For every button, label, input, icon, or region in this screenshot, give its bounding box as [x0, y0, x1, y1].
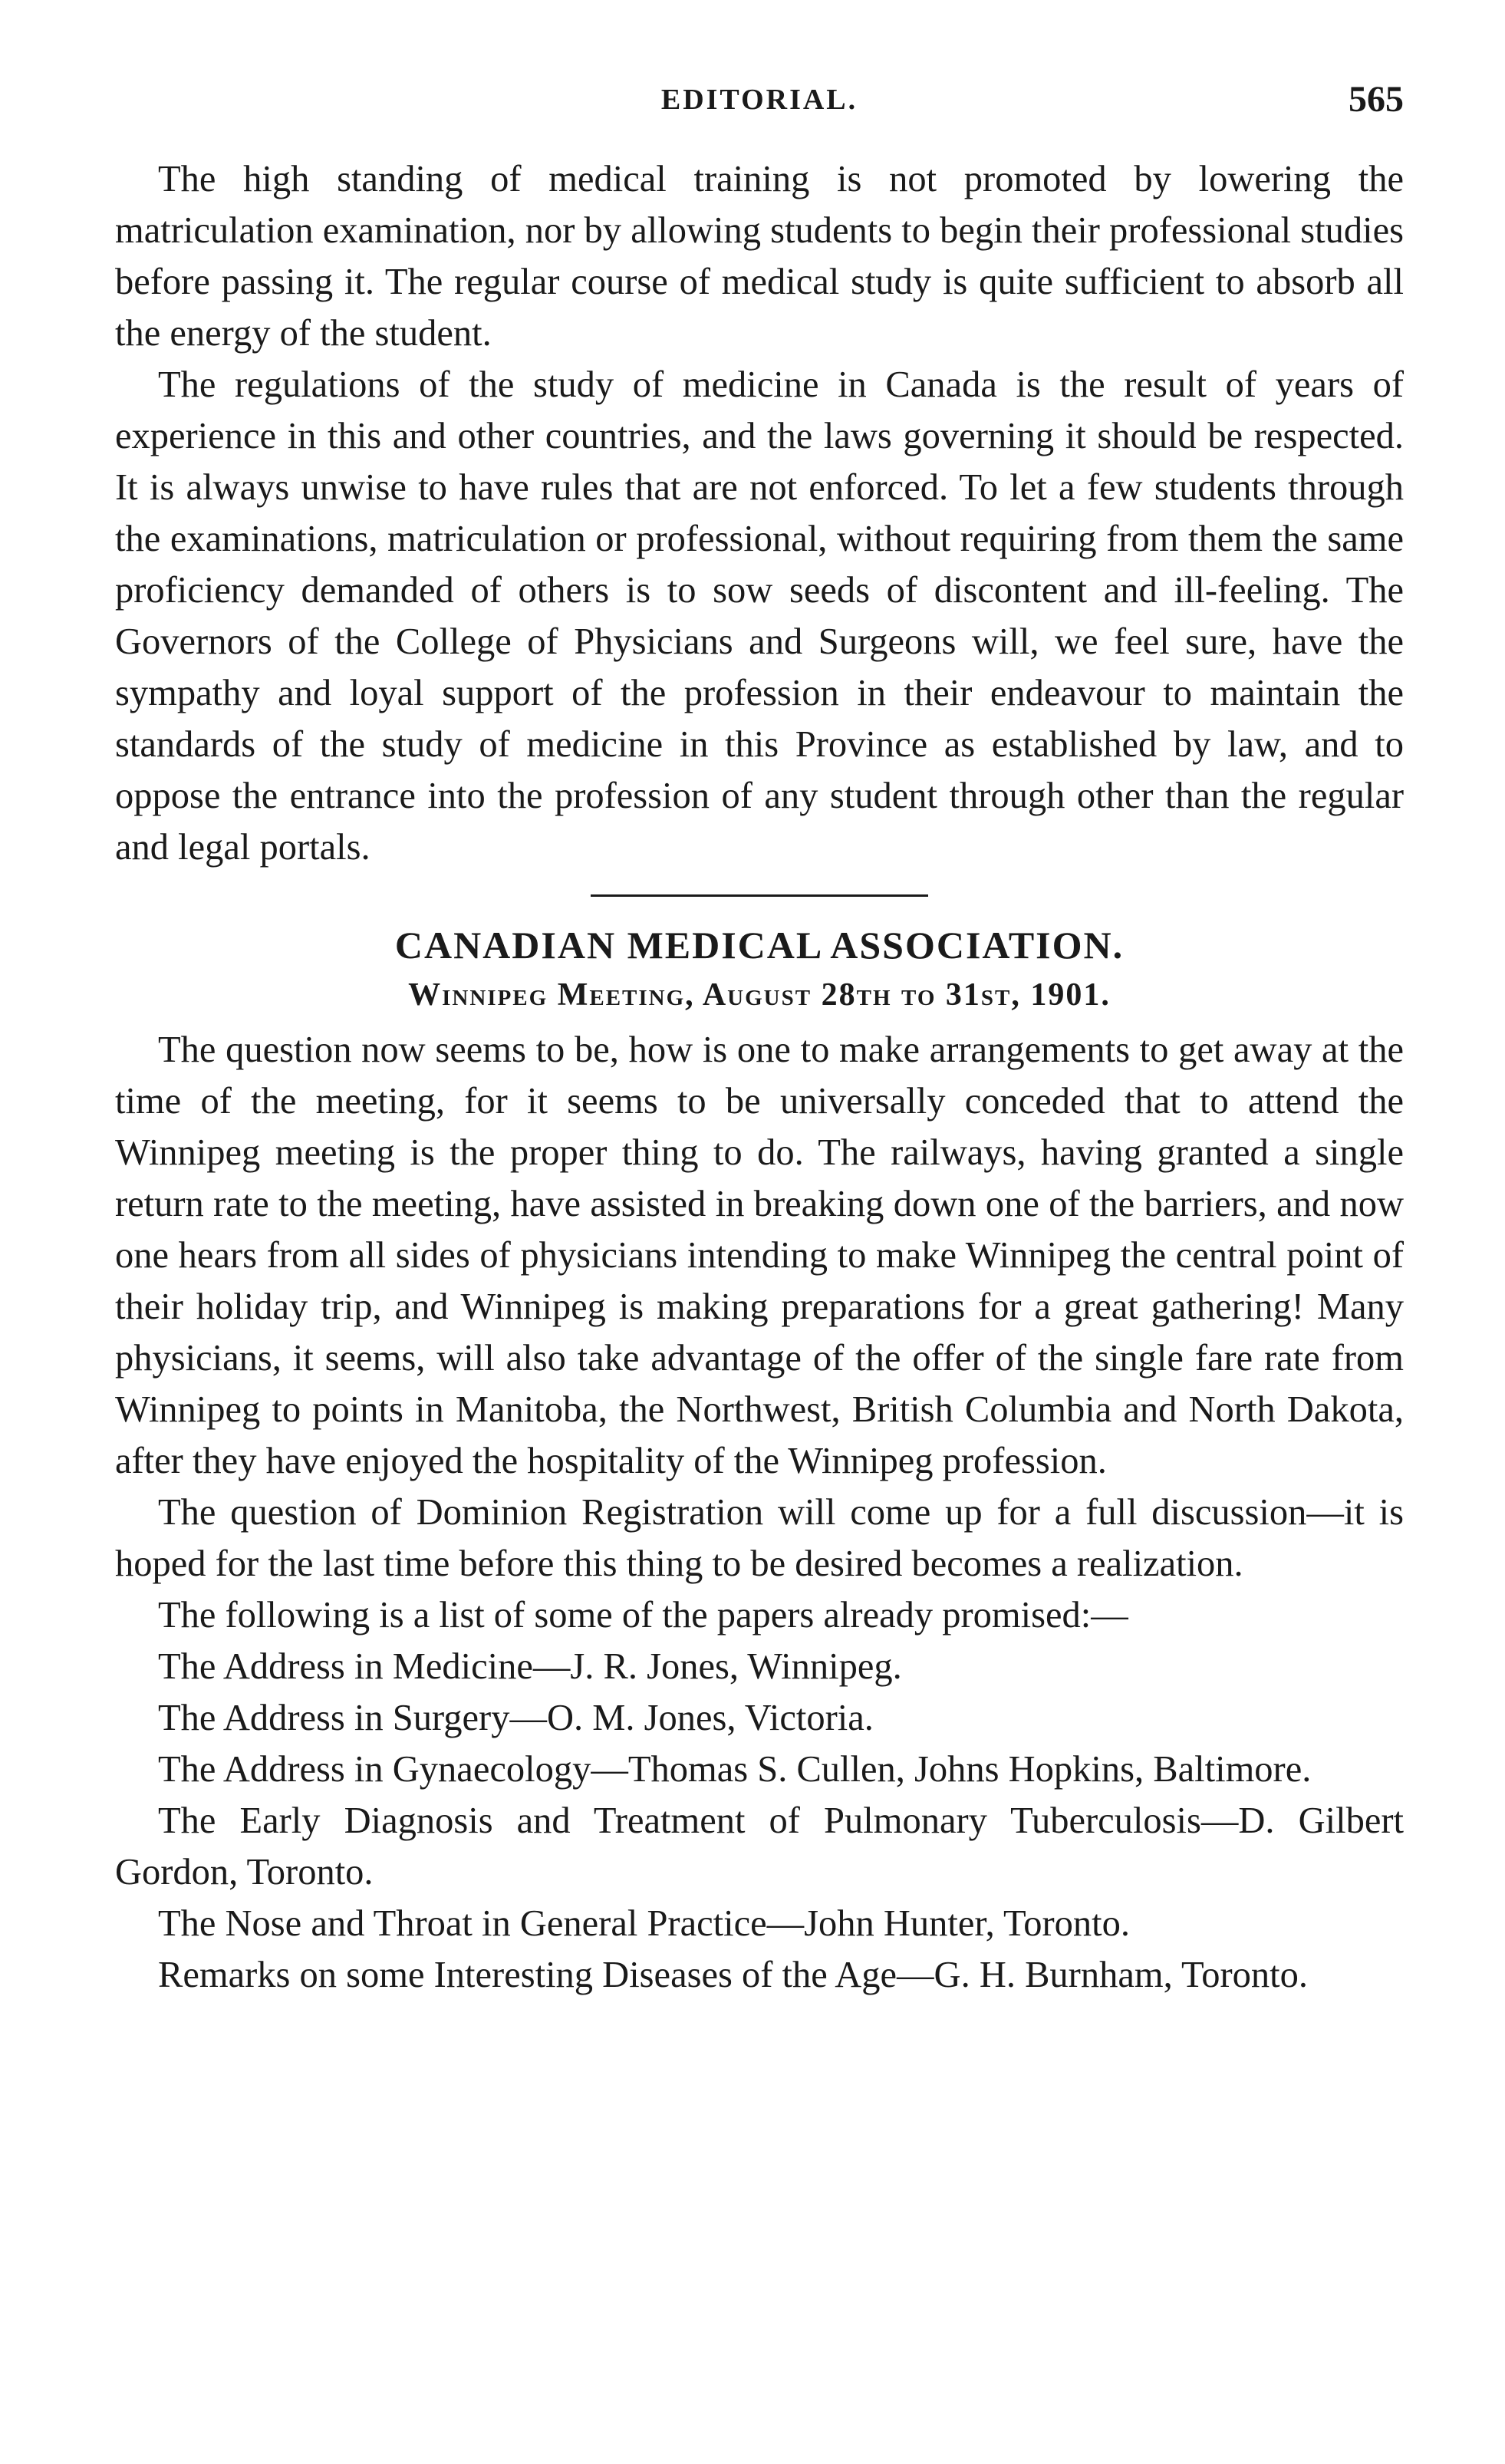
paper-list-item: The Address in Gynaecology—Thomas S. Cullen, Johns Hopkins, Baltimore. [158, 1749, 1312, 1790]
section-subheading: Winnipeg Meeting, August 28th to 31st, 1901. [408, 977, 1111, 1013]
association-paragraph: The following is a list of some of the papers already promised:— [158, 1595, 1128, 1636]
association-paragraph: The question of Dominion Registration will come up for a full discussion—it is hoped for the last time before this thing to be desired becomes a realization. [115, 1492, 1404, 1584]
running-head [115, 79, 1404, 129]
editorial-paragraph: The high standing of medical training is not promoted by lowering the matriculation examination, nor by allowing students to begin their professional studies before passing it. The regular course of medical study is quite sufficient to absorb all the energy of the student. [115, 159, 1404, 354]
editorial-paragraph: The regulations of the study of medicine in Canada is the result of years of experience in this and other countries, and the laws governing it should be respected. It is always unwise to have rules that are not enforced. To let a few students through the examinations, matriculation or professional, without requiring from them the same proficiency demanded of others is to sow seeds of discontent and ill-feeling. The Governors of the College of Physicians and Surgeons will, we feel sure, have the sympathy and loyal support of the profession in their endeavour to maintain the standards of the study of medicine in this Province as established by law, and to oppose the entrance into the profession of any student through other than the regular and legal portals. [115, 364, 1404, 868]
paper-list-item: The Address in Surgery—O. M. Jones, Victoria. [158, 1698, 874, 1738]
association-paragraph: The question now seems to be, how is one to make arrangements to get away at the time of the meeting, for it seems to be universally conceded that to attend the Winnipeg meeting is the proper thing to do. The railways, having granted a single return rate to the meeting, have assisted in breaking down one of the barriers, and now one hears from all sides of physicians intending to make Winnipeg the central point of their holiday trip, and Winnipeg is making preparations for a great gathering! Many physicians, it seems, will also take advantage of the offer of the single fare rate from Winnipeg to points in Manitoba, the Northwest, British Columbia and North Dakota, after they have enjoyed the hospitality of the Winnipeg profession. [115, 1029, 1404, 1481]
paper-list-item: Remarks on some Interesting Diseases of the Age—G. H. Burnham, Toronto. [158, 1955, 1308, 1995]
paper-list-item: The Nose and Throat in General Practice—John Hunter, Toronto. [158, 1903, 1130, 1944]
paper-list-item: The Early Diagnosis and Treatment of Pulmonary Tuberculosis—D. Gilbert Gordon, Toronto. [115, 1800, 1404, 1892]
running-title: EDITORIAL. [660, 84, 858, 116]
section-heading: CANADIAN MEDICAL ASSOCIATION. [394, 924, 1125, 967]
section-divider [591, 894, 928, 897]
page-number: 565 [1349, 79, 1404, 120]
body-text [115, 153, 1404, 2001]
paper-list-item: The Address in Medicine—J. R. Jones, Winnipeg. [158, 1646, 902, 1687]
